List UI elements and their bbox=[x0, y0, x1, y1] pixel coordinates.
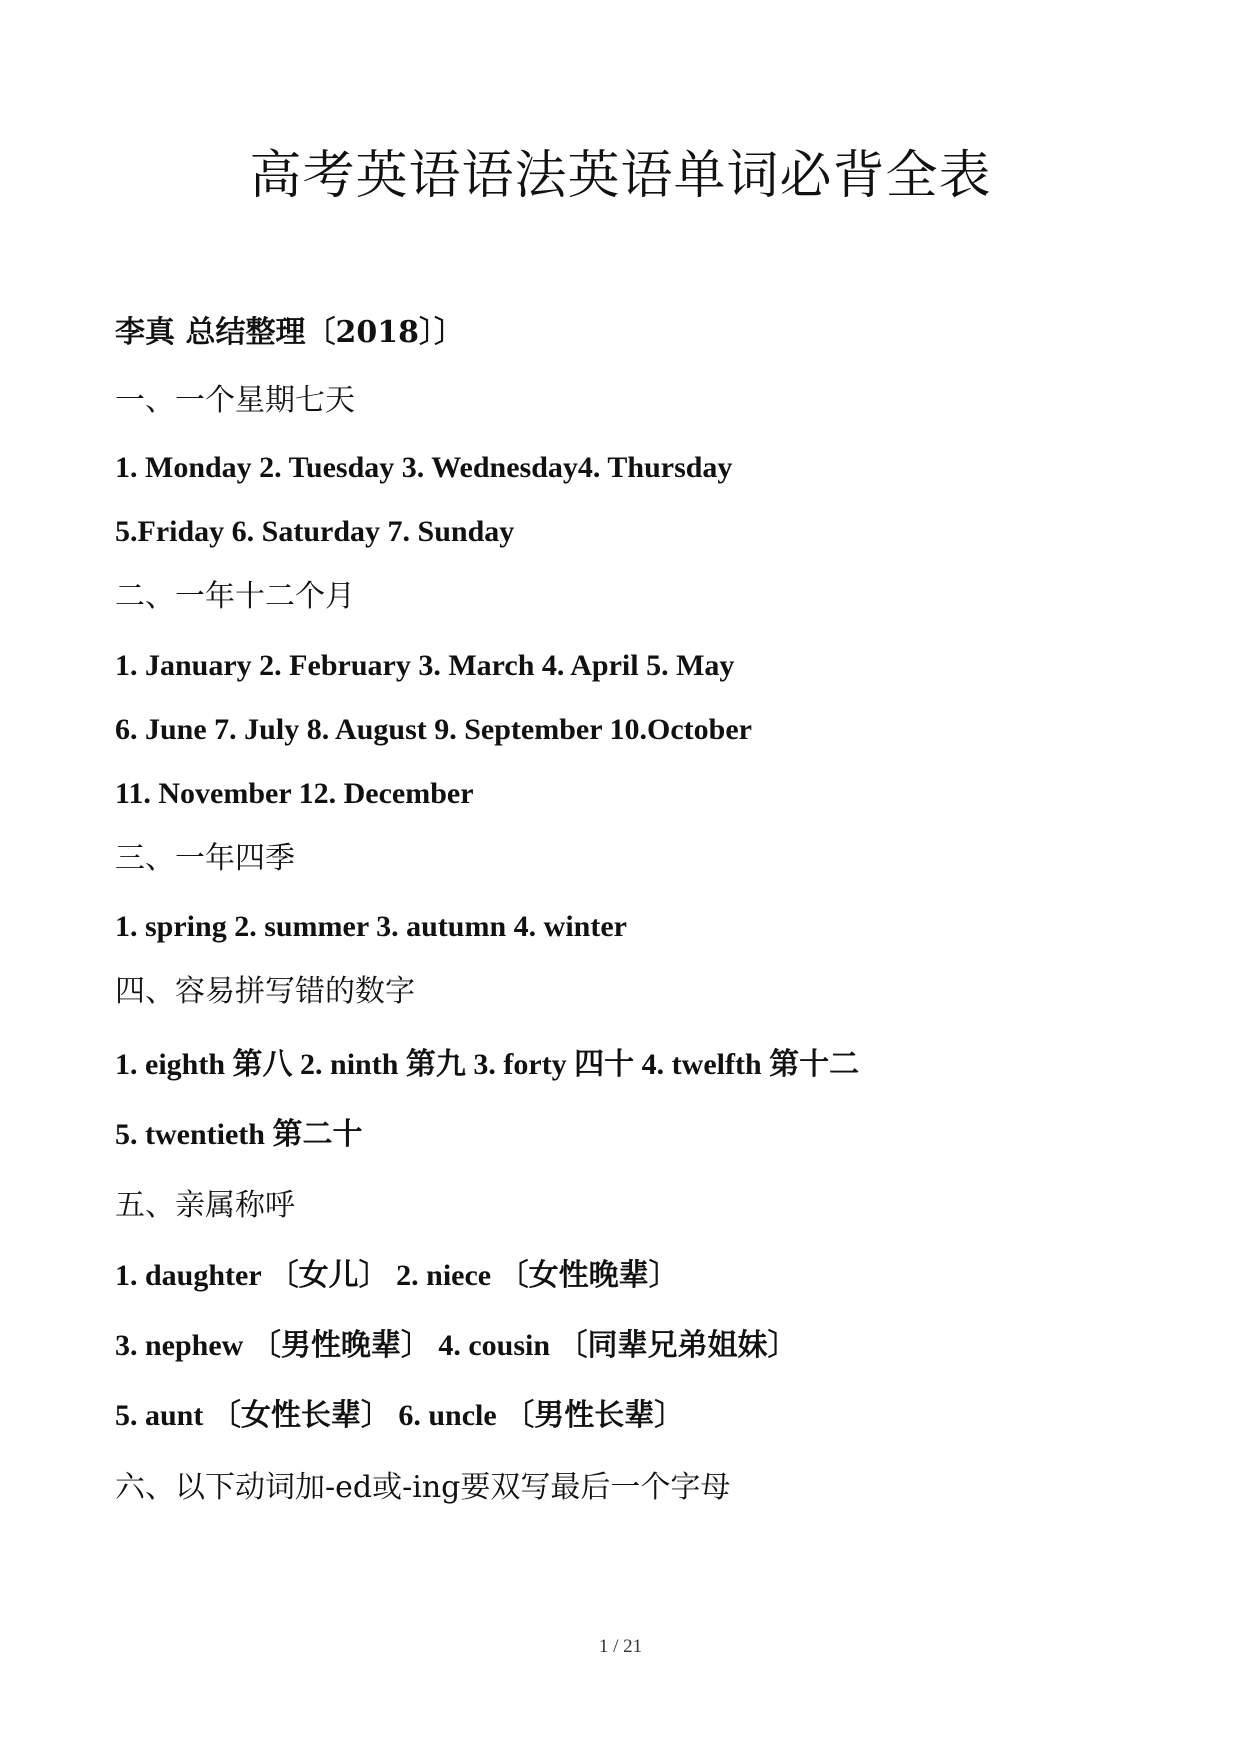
document-title: 高考英语语法英语单词必背全表 bbox=[249, 146, 992, 206]
months-line-1: 1. January 2. February 3. March 4. April 5. May bbox=[115, 649, 735, 682]
section-heading-weekdays: 一、一个星期七天 bbox=[115, 383, 355, 418]
relatives-line-2: 3. nephew 〔男性晚辈〕 4. cousin 〔同辈兄弟姐妹〕 bbox=[115, 1329, 798, 1362]
section-heading-relatives: 五、亲属称呼 bbox=[115, 1188, 295, 1223]
seasons-line-1: 1. spring 2. summer 3. autumn 4. winter bbox=[115, 910, 627, 943]
weekdays-line-1: 1. Monday 2. Tuesday 3. Wednesday4. Thursday bbox=[115, 451, 733, 484]
page-number: 1 / 21 bbox=[598, 1636, 643, 1657]
section-heading-numbers: 四、容易拼写错的数字 bbox=[115, 974, 415, 1009]
numbers-line-2: 5. twentieth 第二十 bbox=[115, 1118, 363, 1151]
section-heading-months: 二、一年十二个月 bbox=[115, 579, 355, 614]
numbers-line-1: 1. eighth 第八 2. ninth 第九 3. forty 四十 4. twelfth 第十二 bbox=[115, 1048, 860, 1081]
relatives-line-3: 5. aunt 〔女性长辈〕 6. uncle 〔男性长辈〕 bbox=[115, 1399, 685, 1432]
months-line-2: 6. June 7. July 8. August 9. September 10.October bbox=[115, 713, 752, 746]
section-heading-seasons: 三、一年四季 bbox=[115, 841, 295, 876]
author-line: 李真 总结整理〔2018〕〕 bbox=[115, 315, 464, 350]
weekdays-line-2: 5.Friday 6. Saturday 7. Sunday bbox=[115, 515, 515, 548]
section-heading-doubling: 六、以下动词加-ed或-ing要双写最后一个字母 bbox=[115, 1470, 731, 1505]
months-line-3: 11. November 12. December bbox=[115, 777, 474, 810]
relatives-line-1: 1. daughter 〔女儿〕 2. niece 〔女性晚辈〕 bbox=[115, 1259, 679, 1292]
